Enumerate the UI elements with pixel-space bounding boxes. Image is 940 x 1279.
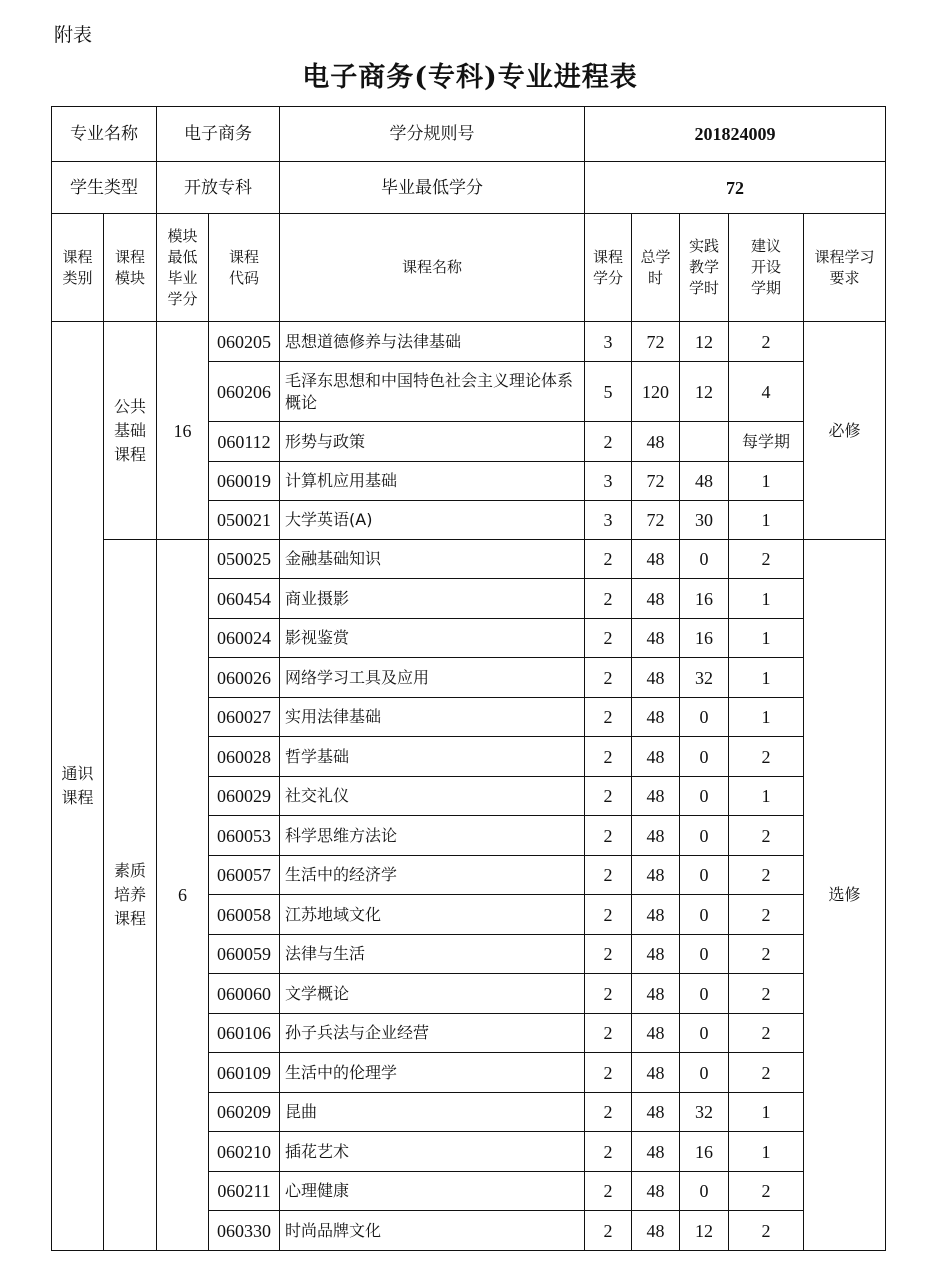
course-semester: 1 [729,698,804,737]
course-hours: 48 [632,935,680,974]
course-credit: 2 [585,935,632,974]
course-credit: 3 [585,462,632,501]
course-name: 孙子兵法与企业经营 [280,1014,585,1053]
course-hours: 48 [632,974,680,1014]
course-hours: 48 [632,1053,680,1093]
course-credit: 5 [585,362,632,422]
course-practice-hours: 0 [680,856,729,895]
course-practice-hours: 0 [680,698,729,737]
course-credit: 2 [585,895,632,935]
course-practice-hours: 16 [680,579,729,619]
course-credit: 2 [585,579,632,619]
course-code: 060019 [209,462,280,501]
course-name: 心理健康 [280,1172,585,1211]
course-credit: 2 [585,1132,632,1172]
course-hours: 48 [632,619,680,658]
course-semester: 2 [729,1053,804,1093]
course-credit: 3 [585,501,632,540]
major-label: 专业名称 [52,107,157,162]
course-practice-hours [680,422,729,462]
course-credit: 2 [585,1211,632,1251]
credit-rule-label: 学分规则号 [280,107,585,162]
course-code: 060059 [209,935,280,974]
course-practice-hours: 0 [680,935,729,974]
course-credit: 2 [585,698,632,737]
course-name: 实用法律基础 [280,698,585,737]
course-semester: 2 [729,1014,804,1053]
course-credit: 2 [585,1172,632,1211]
course-hours: 48 [632,1093,680,1132]
course-hours: 48 [632,540,680,579]
course-semester: 1 [729,579,804,619]
course-code: 060058 [209,895,280,935]
header-category: 课程 类别 [52,214,104,322]
course-name: 网络学习工具及应用 [280,658,585,698]
course-semester: 1 [729,777,804,816]
course-name: 时尚品牌文化 [280,1211,585,1251]
course-name: 江苏地域文化 [280,895,585,935]
course-credit: 2 [585,1053,632,1093]
course-row [52,322,886,362]
course-semester: 2 [729,737,804,777]
course-practice-hours: 12 [680,322,729,362]
course-name: 昆曲 [280,1093,585,1132]
course-semester: 每学期 [729,422,804,462]
requirement-quality: 选修 [804,540,886,1251]
course-name: 毛泽东思想和中国特色社会主义理论体系概论 [280,362,585,422]
course-name: 计算机应用基础 [280,462,585,501]
course-semester: 1 [729,658,804,698]
course-semester: 2 [729,540,804,579]
course-code: 060454 [209,579,280,619]
course-practice-hours: 0 [680,1172,729,1211]
course-credit: 2 [585,422,632,462]
course-semester: 2 [729,1211,804,1251]
course-name: 思想道德修养与法律基础 [280,322,585,362]
course-credit: 2 [585,540,632,579]
course-semester: 2 [729,856,804,895]
header-practice-hours: 实践 教学 学时 [680,214,729,322]
course-hours: 120 [632,362,680,422]
course-code: 050021 [209,501,280,540]
course-name: 科学思维方法论 [280,816,585,856]
course-semester: 2 [729,816,804,856]
course-semester: 2 [729,322,804,362]
course-code: 060024 [209,619,280,658]
course-code: 060211 [209,1172,280,1211]
appendix-label: 附表 [54,24,93,46]
credit-rule-value: 201824009 [585,107,886,162]
course-hours: 48 [632,895,680,935]
course-hours: 48 [632,856,680,895]
course-semester: 1 [729,619,804,658]
course-semester: 2 [729,974,804,1014]
course-semester: 2 [729,935,804,974]
course-code: 060109 [209,1053,280,1093]
course-name: 社交礼仪 [280,777,585,816]
course-name: 形势与政策 [280,422,585,462]
course-semester: 4 [729,362,804,422]
header-code: 课程 代码 [209,214,280,322]
module-quality-min-credit: 6 [157,540,209,1251]
course-practice-hours: 16 [680,1132,729,1172]
category-general-cell: 通识 课程 [52,322,104,1251]
course-hours: 48 [632,579,680,619]
course-credit: 3 [585,322,632,362]
course-semester: 2 [729,1172,804,1211]
course-code: 060205 [209,322,280,362]
course-hours: 48 [632,1014,680,1053]
course-hours: 48 [632,777,680,816]
course-row [52,540,886,579]
course-hours: 48 [632,658,680,698]
course-code: 060106 [209,1014,280,1053]
header-module-min-credit: 模块 最低 毕业 学分 [157,214,209,322]
info-row-student [52,162,886,214]
course-code: 060060 [209,974,280,1014]
course-hours: 48 [632,422,680,462]
course-semester: 1 [729,462,804,501]
info-row-major [52,107,886,162]
course-hours: 72 [632,322,680,362]
program-schedule-table [51,106,886,1251]
student-type-label: 学生类型 [52,162,157,214]
course-credit: 2 [585,777,632,816]
course-name: 哲学基础 [280,737,585,777]
course-hours: 48 [632,1211,680,1251]
course-practice-hours: 0 [680,1053,729,1093]
course-name: 文学概论 [280,974,585,1014]
requirement-public: 必修 [804,322,886,540]
header-row [52,214,886,322]
min-credit-value: 72 [585,162,886,214]
course-practice-hours: 0 [680,737,729,777]
course-practice-hours: 0 [680,540,729,579]
course-practice-hours: 30 [680,501,729,540]
course-hours: 48 [632,1132,680,1172]
course-code: 060028 [209,737,280,777]
course-credit: 2 [585,658,632,698]
course-code: 060210 [209,1132,280,1172]
course-name: 法律与生活 [280,935,585,974]
course-practice-hours: 0 [680,1014,729,1053]
course-semester: 1 [729,1132,804,1172]
course-credit: 2 [585,856,632,895]
course-practice-hours: 16 [680,619,729,658]
course-semester: 1 [729,501,804,540]
course-name: 金融基础知识 [280,540,585,579]
module-quality-cell: 素质 培养 课程 [104,540,157,1251]
course-name: 商业摄影 [280,579,585,619]
course-practice-hours: 32 [680,1093,729,1132]
course-practice-hours: 12 [680,1211,729,1251]
header-module: 课程 模块 [104,214,157,322]
course-credit: 2 [585,619,632,658]
course-credit: 2 [585,816,632,856]
course-code: 060209 [209,1093,280,1132]
course-practice-hours: 12 [680,362,729,422]
header-hours: 总学 时 [632,214,680,322]
header-credit: 课程 学分 [585,214,632,322]
course-credit: 2 [585,737,632,777]
course-code: 060112 [209,422,280,462]
course-name: 生活中的经济学 [280,856,585,895]
course-code: 060057 [209,856,280,895]
module-public-cell: 公共 基础 课程 [104,322,157,540]
course-code: 060026 [209,658,280,698]
course-hours: 72 [632,462,680,501]
course-hours: 48 [632,816,680,856]
course-credit: 2 [585,1014,632,1053]
course-practice-hours: 32 [680,658,729,698]
course-code: 060053 [209,816,280,856]
course-practice-hours: 48 [680,462,729,501]
course-credit: 2 [585,974,632,1014]
module-public-min-credit: 16 [157,322,209,540]
course-code: 060206 [209,362,280,422]
header-semester: 建议 开设 学期 [729,214,804,322]
header-name: 课程名称 [280,214,585,322]
course-code: 060027 [209,698,280,737]
course-hours: 72 [632,501,680,540]
page-title: 电子商务(专科)专业进程表 [302,62,638,93]
course-practice-hours: 0 [680,974,729,1014]
min-credit-label: 毕业最低学分 [280,162,585,214]
course-code: 060029 [209,777,280,816]
student-type-value: 开放专科 [157,162,280,214]
table-body [52,107,886,1251]
course-name: 生活中的伦理学 [280,1053,585,1093]
course-hours: 48 [632,737,680,777]
course-code: 050025 [209,540,280,579]
course-practice-hours: 0 [680,816,729,856]
course-name: 大学英语(A) [280,501,585,540]
course-practice-hours: 0 [680,777,729,816]
course-credit: 2 [585,1093,632,1132]
course-name: 影视鉴赏 [280,619,585,658]
course-hours: 48 [632,698,680,737]
course-semester: 1 [729,1093,804,1132]
course-semester: 2 [729,895,804,935]
course-hours: 48 [632,1172,680,1211]
course-code: 060330 [209,1211,280,1251]
header-requirement: 课程学习 要求 [804,214,886,322]
course-practice-hours: 0 [680,895,729,935]
major-value: 电子商务 [157,107,280,162]
course-name: 插花艺术 [280,1132,585,1172]
